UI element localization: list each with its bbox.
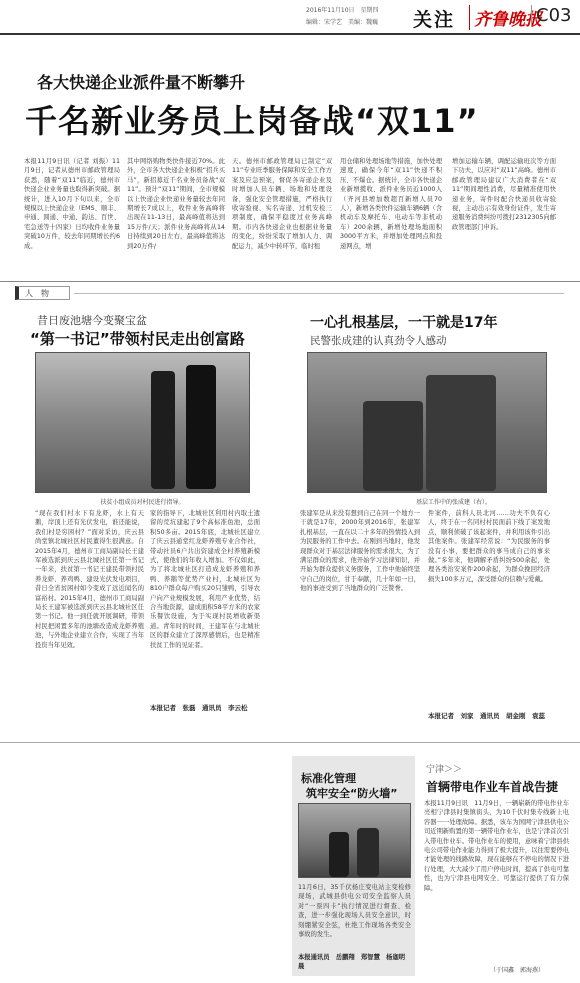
lower-divider bbox=[0, 742, 580, 743]
story4-kicker: 标准化管理 bbox=[301, 772, 356, 785]
story5-tag: 宁津＞＞ bbox=[426, 765, 463, 775]
story1-col2: 其中网络购物类快件接近70%。此外，全市各大快递企业积极“招兵买马”，新招募近千名业务员备战“双11”。预计“双11”期间，全市规模以上快递企业快递业务量较去年同期增长7成以上，收件业务高峰将出现在11-13日，最高峰值将达到15万件/天；派件业务高峰将从14日持续到20日左右，最高峰值将达到20万件/ bbox=[127, 158, 225, 250]
photo-figure-right bbox=[186, 365, 216, 489]
story2-kicker: 昔日废池塘今变聚宝盆 bbox=[37, 314, 147, 327]
photo-figure-left bbox=[363, 401, 423, 491]
photo-figure-right bbox=[357, 828, 379, 877]
people-band bbox=[15, 286, 70, 300]
story3-kicker: 一心扎根基层，一干就是17年 bbox=[310, 315, 498, 331]
story4-photo bbox=[298, 803, 411, 878]
story3-photo bbox=[307, 352, 547, 493]
issue-date: 2016年11月10日 星期四 bbox=[306, 7, 379, 14]
section-title: 关注 bbox=[413, 9, 456, 31]
story1-col5: 增加运输车辆，调配运输班次等方面下功夫，以应对“双11”高峰。德州市邮政管理局建议广大消费者在“双11”期间理性消费，尽量精准使用快递业务，寄件时配合快递员收寄验视，主动出示有效身份证件，发生寄递服务消费纠纷可拨打2312305向邮政管理部门申诉。 bbox=[452, 158, 556, 231]
story1-col4: 用仓储和处理场地等措施，加快处理速度，确保今年“双11”快递不积压、不爆仓。据统计，全市各快递企业新增揽收、派件业务员近1000人（齐河县增加数超百新增人员70人），新增各类快件运输车辆6辆（含机动车及摩托车、电动车等非机动车）200余辆，新增处理场地面积3000平方米，并增加处理网点和投递网点，增 bbox=[340, 158, 442, 250]
page-number: C03 bbox=[531, 5, 571, 26]
story4-byline: 本报通讯员 岳鹏翔 郑智慧 杨迦明 晨 bbox=[298, 954, 412, 970]
story2-col1: “现在我们村水下有龙虾，水上有天鹅，岸顶上还有光伏发电，谁还能说，我们村是穷困村？”面对采访，庆云县尚堂镇北城社区村民董得生很满意。自2015年4月，德州市工商局副局长王建军被选派到庆云县北城社区任第一书记一年来，扶贫第一书记王建民带领村民养龙虾、养鸡鸭、建设光伏发电项目，昔日全省贫困村如今变成了远近闻名的富裕村。2015年4月，德州市工商局副局长王建军被选派到庆云县北城社区任第一书记。他一到任就开展调研，带领村民把闲置多年的池塘改造成龙虾养殖池，与外地企业建立合作，实现了当年投资当年见效。 bbox=[35, 510, 144, 649]
story2-col2: 家的指导下，北城社区利用村内取土遗留的荒坑建起了9个高标准鱼池，总面积50多亩。2015年底，北城社区建立了庆云县通堂红龙虾养殖专业合作社，带动社员6户共出资建成全村养殖新模式，使他们的年收入增加。不仅如此，为了将北城社区打造成龙虾养殖和养鸭、养鹅等优势产业村，北城社区为810户群众每户购买20只雏鸭，引导农户向产业规模发展，利用产业优势，结合当地资源，建成面积58平方米的农家乐餐饮设施，为于实现村民增收新渠道。青年时的时间，王建军在与北城社区的群众建立了深厚感情后，也是精准扶贫工作的见证者。 bbox=[150, 510, 260, 649]
editor-credit: 编辑：宋学艺 美编：魏巍 bbox=[306, 19, 379, 26]
photo-figure-left bbox=[151, 371, 175, 489]
story2-headline: “第一书记”带领村民走出创富路 bbox=[30, 330, 245, 348]
story2-byline: 本报记者 张磊 通讯员 李云松 bbox=[150, 704, 248, 712]
story2-caption: 扶贫小组成员对村民进行指导。 bbox=[100, 499, 185, 506]
story3-caption: 基层工作中的张成建（右）。 bbox=[415, 499, 491, 506]
header-rule bbox=[0, 33, 580, 35]
story1-kicker: 各大快递企业派件量不断攀升 bbox=[37, 73, 246, 92]
story3-col1: 张建军是从来没有想到自己在同一个地方一干就是17年，2000年到2016年，张建军扎根基层，一直在以二十多年的热情投入到为民服务的工作中去。在刚到当地时，他发现群众对于基层法律服务的需求很大，为了满足群众的需求，他开始学习法律知识，并开始为群众提供义务服务，工作中他始终坚守自己的岗位，甘于奉献，几十年如一日，他的事迹受到了当地群众的广泛赞誉。 bbox=[300, 510, 420, 593]
band-rule bbox=[74, 293, 564, 294]
story2-photo bbox=[35, 352, 250, 493]
photo-figure-right bbox=[426, 375, 496, 491]
story5-byline: （于国鑫 郭海燕） bbox=[490, 967, 545, 974]
story5-headline: 首辆带电作业车首战告捷 bbox=[426, 780, 559, 794]
story3-headline: 民警张成建的认真劲令人感动 bbox=[310, 335, 447, 347]
section-divider bbox=[0, 281, 580, 282]
story5-body: 本报11月9日讯 11月9日，一辆崭新的带电作业车亮相宁津县时集镇街头，为10千伏时集专线新上电容器一一处理故障。据悉，该车为国网宁津县供电公司近期新购置的第一辆带电作业车，也是宁津首次引入带电作业车。带电作业车的使用，意味着宁津县供电公司带电作业能力得到了极大提升，以往需要停电才能处理的线路故障，现在能够在不停电的情况下进行处理，大大减少了用户停电时间，提高了供电可靠性，也为宁津县电网安全、可靠运行提供了有力保障。 bbox=[424, 800, 569, 892]
story1-col1: 本报11月9日讯（记者 刘振）11月9日，记者从德州市邮政管理局获悉，随着“双11”临近，德州市快递企业业务量也取得新突破。据统计，进入10月下旬以来，全市规模以上快递企业（EMS、顺丰、申通、圆通、中通、韵达、百世、宅急送等十四家）日均收件业务量突破10万件，较去年同期增长约6成。 bbox=[24, 158, 120, 250]
photo-figure-left bbox=[329, 832, 349, 877]
story3-col2: 件案件，前科人员北河……功夫不负有心人，终于在一名同村村民面前下线了案发地点，顺利侦破了该起案件，并利用该件引出其他案件。张建军经常说：“为民服务的事没有小事，要把群众的事当成自己的事来做。”多年来，他调解矛盾纠纷500余起，处理各类治安案件200余起，为群众挽回经济损失100多万元，深受群众的信赖与爱戴。 bbox=[428, 510, 550, 583]
story4-headline: 筑牢安全“防火墙” bbox=[306, 787, 398, 800]
story1-col3: 天。德州市邮政管理局已制定“双11”专业旺季服务保障和安全工作方案及应急预案，督促各寄递企业及时增加人员车辆、场地和处理设备，强化安全管理措施，严格执行收寄验视、实名寄递、过机安检三项制度，确保平稳度过业务高峰期。市内各快递企业也根据业务量的变化，纷纷采取了增加人力、调配运力，减少中转环节，临时租 bbox=[232, 158, 332, 250]
story4-body: 11月6日，35千伏杨庄变电站主变检修现场，武城县供电公司安全监察人员对“一票四卡”执行情况进行督查、检查，进一步强化现场人员安全意识，时刻绷紧安全弦，杜绝工作现场各类安全事故的发生。 bbox=[298, 884, 411, 939]
newspaper-logo: 齐鲁晚报 bbox=[469, 5, 542, 30]
story3-byline: 本报记者 刘家 通讯员 胡金刚 袁蕊 bbox=[428, 712, 545, 720]
people-band-label: 人 物 bbox=[25, 289, 49, 298]
story1-headline: 千名新业务员上岗备战“双11” bbox=[25, 102, 479, 140]
